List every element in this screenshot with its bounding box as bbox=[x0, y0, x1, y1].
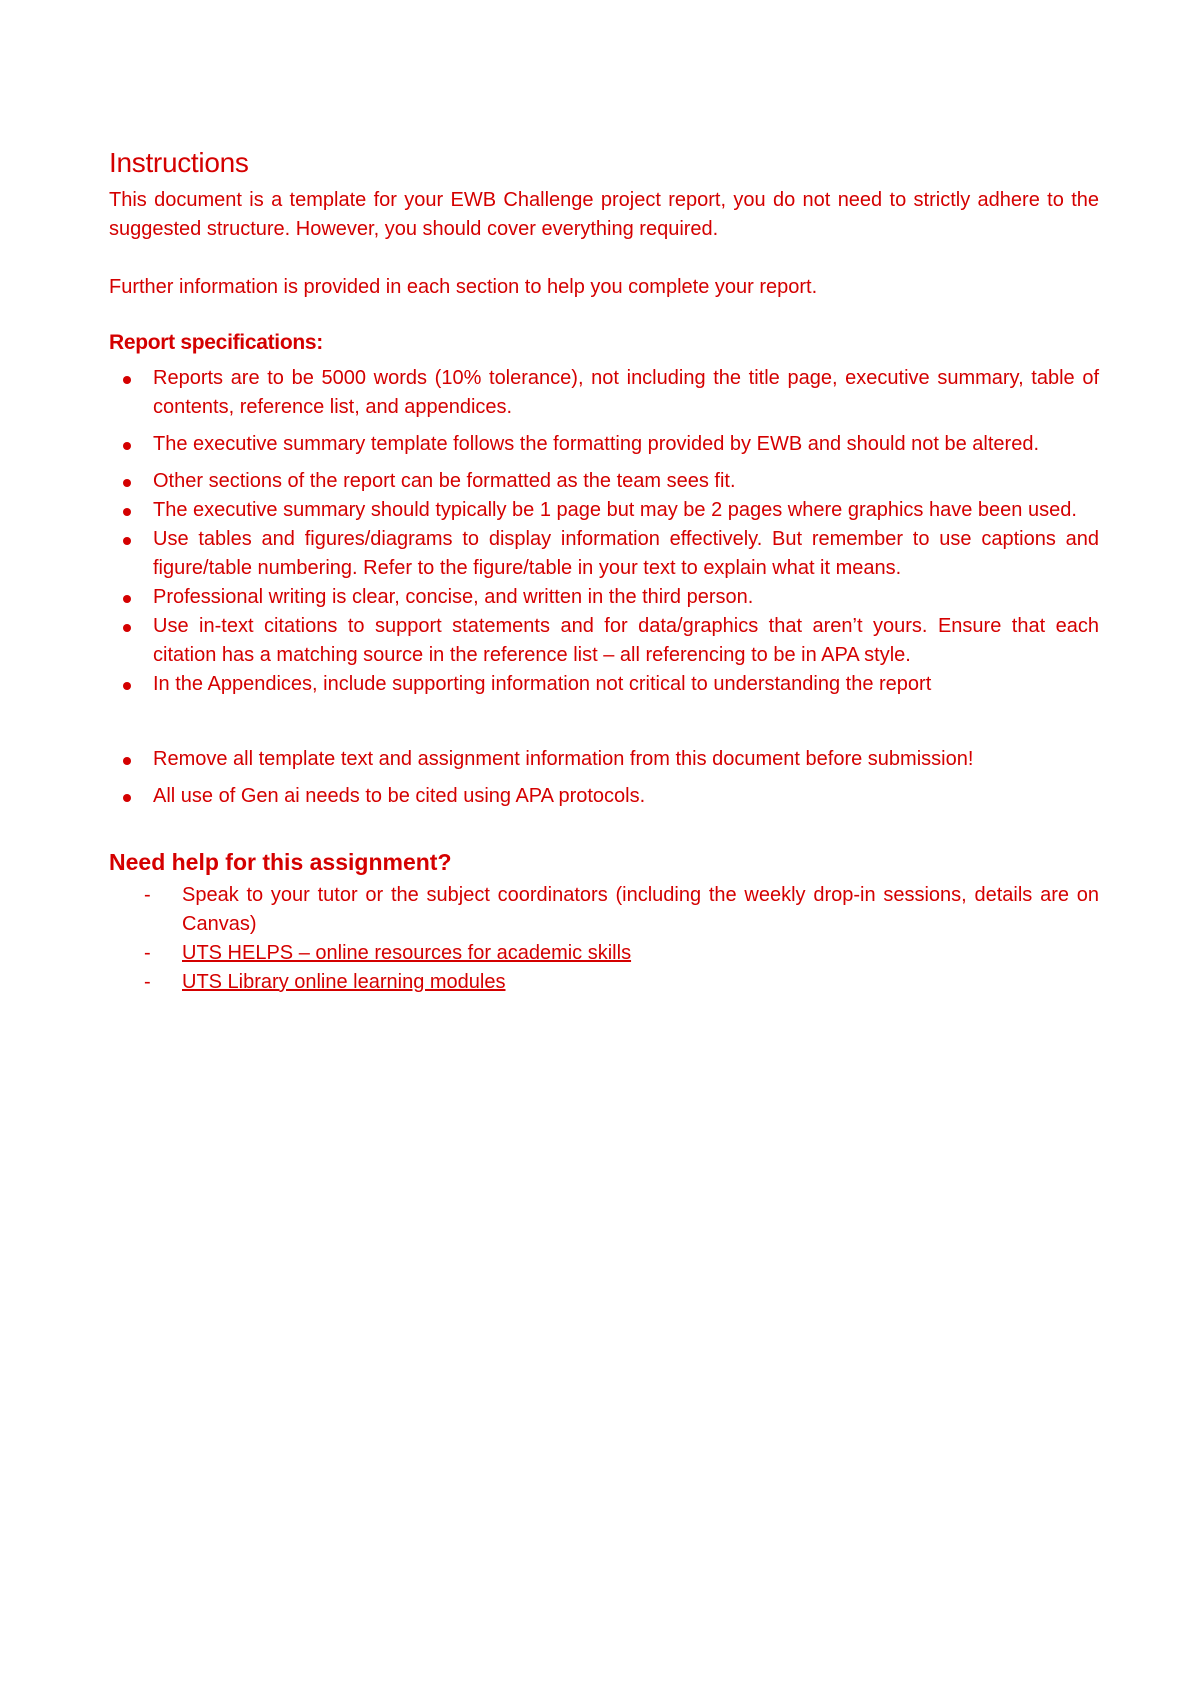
help-heading: Need help for this assignment? bbox=[109, 848, 452, 875]
list-item bbox=[109, 496, 1099, 525]
help-list bbox=[109, 881, 1099, 997]
dash-marker: - bbox=[144, 970, 151, 993]
list-item-text: Reports are to be 5000 words (10% tolerance), not including the title page, executive summary, table of contents, reference list, and appendices. bbox=[153, 366, 1099, 418]
bullet-icon bbox=[123, 682, 131, 690]
list-item bbox=[109, 364, 1099, 422]
bullet-icon bbox=[123, 508, 131, 516]
page-title: Instructions bbox=[109, 147, 249, 178]
list-item bbox=[109, 881, 1099, 939]
intro-paragraph: This document is a template for your EWB Challenge project report, you do not need to strictly adhere to the suggested structure. However, you should cover everything required. bbox=[109, 188, 1099, 240]
list-item bbox=[109, 525, 1099, 583]
list-item bbox=[109, 430, 1099, 459]
list-item-text: The executive summary template follows the formatting provided by EWB and should not be altered. bbox=[153, 432, 1040, 455]
dash-marker: - bbox=[144, 883, 151, 906]
list-item bbox=[109, 612, 1099, 670]
bullet-icon bbox=[123, 794, 131, 802]
list-item bbox=[109, 939, 1099, 968]
list-item-text: Remove all template text and assignment information from this document before submission! bbox=[153, 747, 974, 770]
bullet-icon bbox=[123, 479, 131, 487]
bullet-icon bbox=[123, 757, 131, 765]
list-item-text: All use of Gen ai needs to be cited using APA protocols. bbox=[153, 784, 646, 807]
list-item bbox=[109, 467, 1099, 496]
uts-helps-link[interactable]: UTS HELPS – online resources for academic skills bbox=[182, 941, 632, 964]
bullet-icon bbox=[123, 537, 131, 545]
specs-list bbox=[109, 364, 1099, 811]
bullet-icon bbox=[123, 624, 131, 632]
document-content bbox=[109, 146, 1099, 997]
list-item-text: Speak to your tutor or the subject coordinators (including the weekly drop-in sessions, details are on Canvas) bbox=[182, 883, 1099, 935]
list-item bbox=[109, 583, 1099, 612]
bullet-icon bbox=[123, 376, 131, 384]
list-item-text: The executive summary should typically be 1 page but may be 2 pages where graphics have been used. bbox=[153, 498, 1077, 521]
further-info-paragraph: Further information is provided in each section to help you complete your report. bbox=[109, 275, 818, 298]
list-item-text: Use in-text citations to support statements and for data/graphics that aren’t yours. Ensure that each citation has a matching source in the reference list – all referencing to be in APA style. bbox=[153, 614, 1099, 666]
list-item bbox=[109, 968, 1099, 997]
list-item-text: Use tables and figures/diagrams to display information effectively. But remember to use captions and figure/table numbering. Refer to the figure/table in your text to explain what it means. bbox=[153, 527, 1099, 579]
list-item-text: Professional writing is clear, concise, and written in the third person. bbox=[153, 585, 754, 608]
list-item-text: In the Appendices, include supporting information not critical to understanding the report bbox=[153, 672, 932, 695]
list-item bbox=[109, 745, 1099, 774]
bullet-icon bbox=[123, 442, 131, 450]
specs-heading: Report specifications: bbox=[109, 330, 323, 354]
list-item bbox=[109, 670, 1099, 699]
bullet-icon bbox=[123, 595, 131, 603]
list-item-text: Other sections of the report can be formatted as the team sees fit. bbox=[153, 469, 736, 492]
dash-marker: - bbox=[144, 941, 151, 964]
uts-library-link[interactable]: UTS Library online learning modules bbox=[182, 970, 506, 993]
list-item bbox=[109, 782, 1099, 811]
